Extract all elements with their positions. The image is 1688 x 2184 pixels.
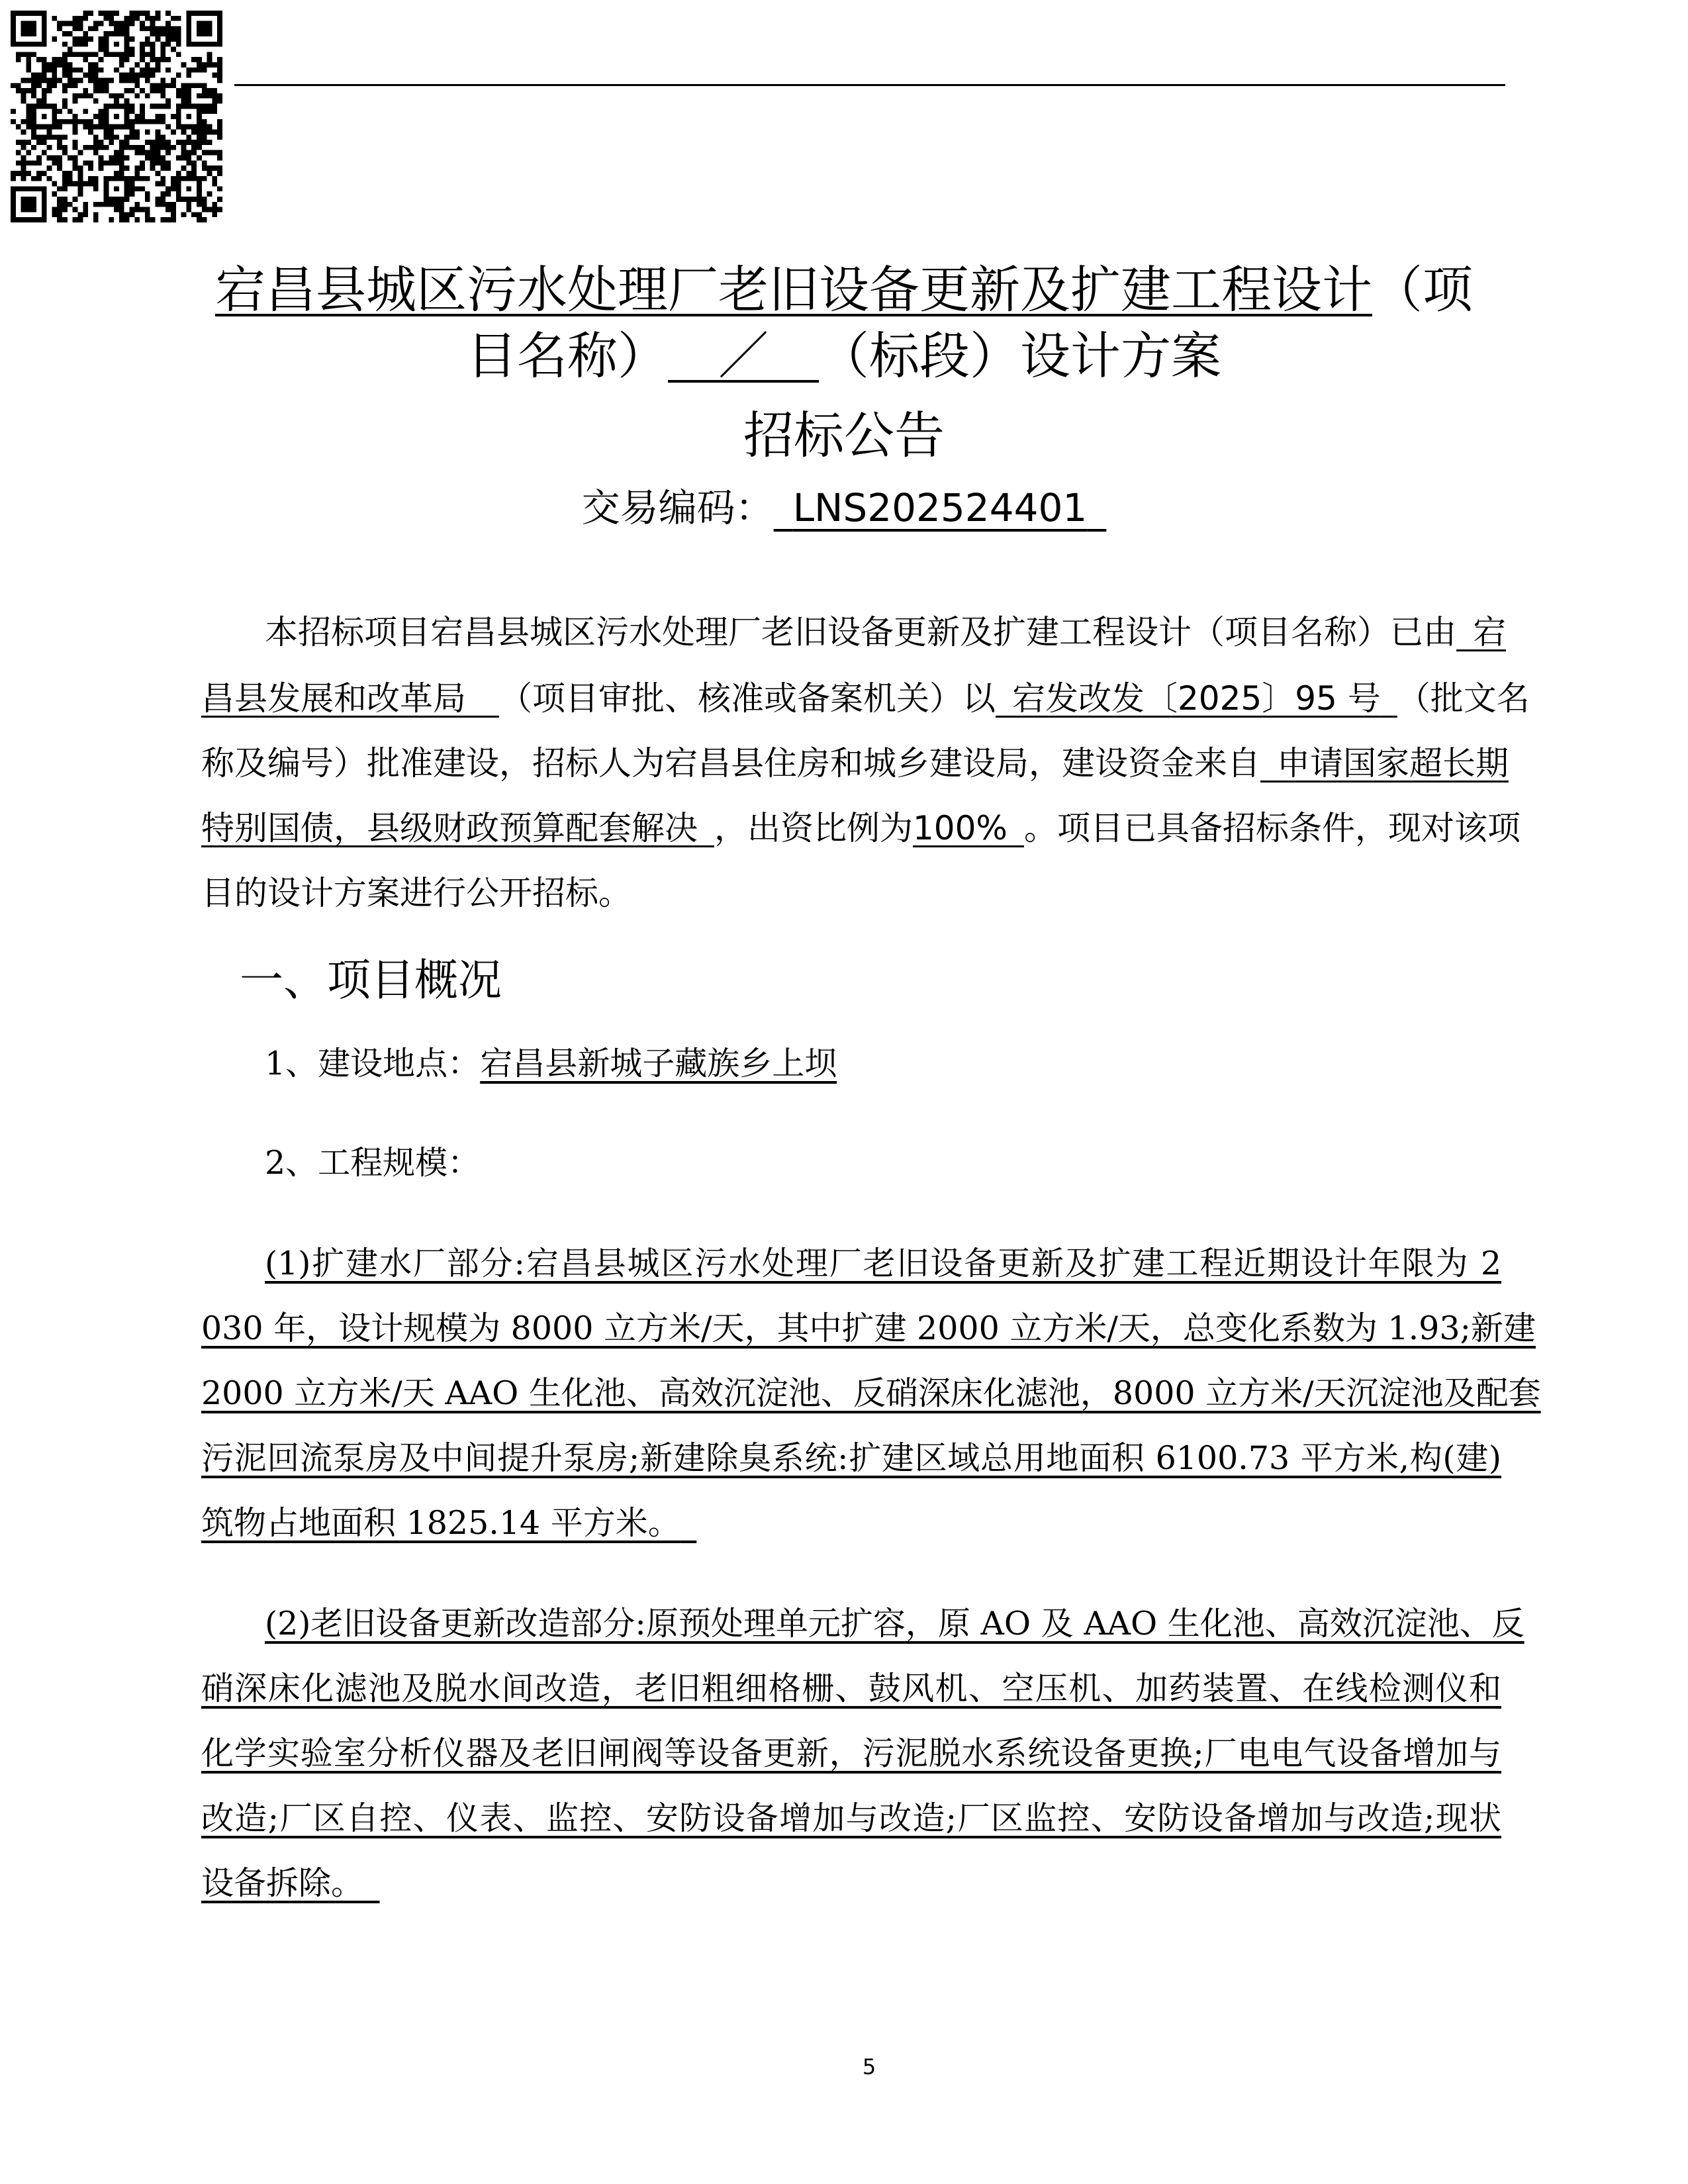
approval-authority: 昌县发展和改革局 xyxy=(201,679,466,718)
intro-line-5: 目的设计方案进行公开招标。 xyxy=(201,874,632,912)
qr-modules xyxy=(11,11,222,222)
scale-part2-line-4: 改造;厂区自控、仪表、监控、安防设备增加与改造;厂区监控、安防设备增加与改造;现状 xyxy=(201,1799,1501,1837)
scale-part2-line-2: 硝深床化滤池及脱水间改造，老旧粗细格栅、鼓风机、空压机、加药装置、在线检测仪和 xyxy=(201,1670,1501,1707)
notice-title: 招标公告 xyxy=(743,406,945,465)
funding-ratio: 100% xyxy=(913,809,1008,847)
scale-part1-line-5: 筑物占地面积 1825.14 平方米。 xyxy=(201,1504,680,1542)
title-line2-head: 目名称） xyxy=(467,326,668,385)
scale-part1-line-1: (1)扩建水厂部分:宕昌县城区污水处理厂老旧设备更新及扩建工程近期设计年限为 2 xyxy=(265,1245,1501,1282)
construction-site-value: 宕昌县新城子藏族乡上坝 xyxy=(480,1045,837,1082)
document-title-line-2 xyxy=(199,326,1489,385)
page-number: 5 xyxy=(862,2054,876,2079)
section-heading-project-overview: 一、项目概况 xyxy=(240,955,502,1006)
title-line2-tail: （标段）设计方案 xyxy=(819,326,1221,385)
header-rule xyxy=(234,84,1505,86)
transaction-code-value: LNS202524401 xyxy=(792,485,1088,530)
item-project-scale-label: 2、工程规模： xyxy=(265,1144,481,1182)
intro-line-3: 称及编号）批准建设，招标人为宕昌县住房和城乡建设局，建设资金来自 申请国家超长期 xyxy=(201,744,1509,783)
intro-line-2: 昌县发展和改革局 （项目审批、核准或备案机关）以 宕发改发〔2025〕95 号 （批文名 xyxy=(201,679,1530,718)
scale-part1-line-2: 030 年，设计规模为 8000 立方米/天，其中扩建 2000 立方米/天，总变化系数为 1.93;新建 xyxy=(201,1309,1536,1347)
scale-part1-line-3: 2000 立方米/天 AAO 生化池、高效沉淀池、反硝深床化滤池，8000 立方米/天沉淀池及配套 xyxy=(201,1374,1541,1412)
funding-source-part: 申请国家超长期 xyxy=(1277,744,1509,783)
document-title-line-1 xyxy=(199,260,1489,319)
project-name-title: 宕昌县城区污水处理厂老旧设备更新及扩建工程设计 xyxy=(215,260,1372,319)
funding-source: 特别国债，县级财政预算配套解决 xyxy=(201,809,698,847)
transaction-code-label: 交易编码： xyxy=(581,485,774,530)
intro-line-1: 本招标项目宕昌县城区污水处理厂老旧设备更新及扩建工程设计（项目名称）已由 宕 xyxy=(265,613,1506,651)
scale-part2-line-5: 设备拆除。 xyxy=(201,1864,364,1902)
transaction-code xyxy=(199,485,1489,530)
section-blank: ／ xyxy=(718,326,769,385)
item-construction-site: 1、建设地点：宕昌县新城子藏族乡上坝 xyxy=(265,1045,837,1082)
approval-document-number: 宕发改发〔2025〕95 号 xyxy=(1012,679,1381,718)
scale-part1-line-4: 污泥回流泵房及中间提升泵房;新建除臭系统:扩建区域总用地面积 6100.73 平方米,构(建) xyxy=(201,1439,1501,1477)
scale-part2-line-3: 化学实验室分析仪器及老旧闸阀等设备更新，污泥脱水系统设备更换;厂电电气设备增加与 xyxy=(201,1734,1501,1772)
approval-authority-part: 宕 xyxy=(1473,613,1506,651)
title-line1-tail: （项 xyxy=(1372,260,1473,319)
intro-line-4: 特别国债，县级财政预算配套解决 ，出资比例为100% 。项目已具备招标条件，现对该项 xyxy=(201,809,1521,847)
qr-code-icon xyxy=(11,11,222,222)
scale-part2-line-1: (2)老旧设备更新改造部分:原预处理单元扩容，原 AO 及 AAO 生化池、高效沉淀池、反 xyxy=(265,1605,1524,1642)
